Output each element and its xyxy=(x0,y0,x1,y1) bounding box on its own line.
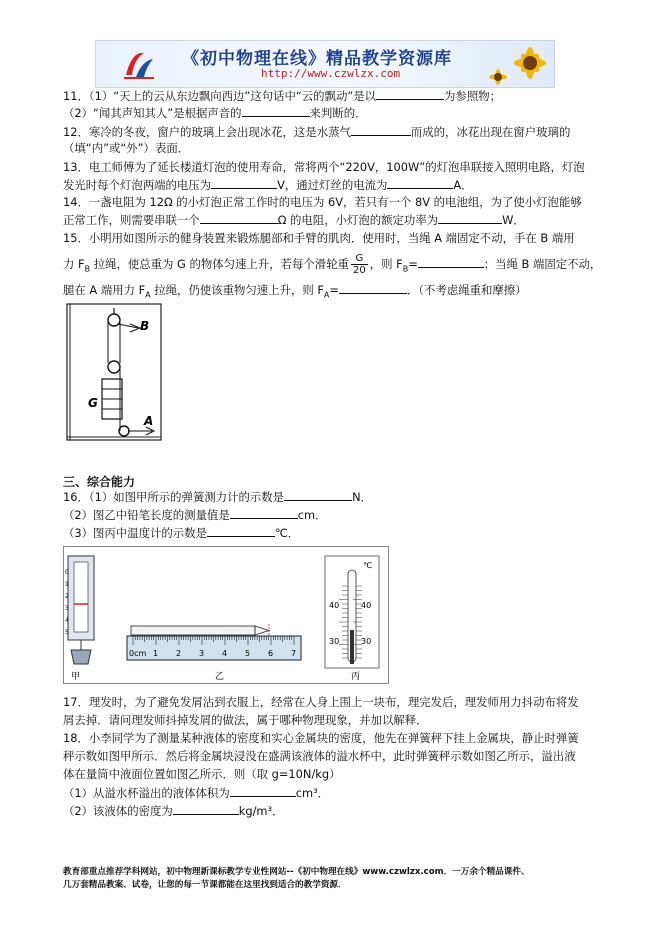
q14-line-2 xyxy=(63,212,525,228)
label-yi: 乙 xyxy=(215,672,225,682)
ruler-tick-label: 3 xyxy=(199,649,205,658)
q18-text: （1）从溢水杯溢出的液体体积为 xyxy=(63,786,230,800)
banner-title: 《初中物理在线》精品教学资源库 xyxy=(182,49,452,69)
banner-url[interactable]: http://www.czwlzx.com xyxy=(261,67,401,80)
scale-tick-label: 3 xyxy=(65,605,69,612)
scale-tick-label: 0 xyxy=(65,569,69,576)
answer-blank xyxy=(376,88,444,100)
q18-line-3: 体在量筒中液面位置如图乙所示．则（取 g=10N/kg） xyxy=(63,767,341,781)
q18-line-5 xyxy=(63,803,283,819)
subscript: A xyxy=(323,290,330,300)
answer-blank xyxy=(418,256,484,268)
q16-line-2 xyxy=(63,507,326,523)
answer-blank xyxy=(284,489,352,501)
answer-blank xyxy=(211,177,277,189)
answer-blank xyxy=(207,525,275,537)
answer-blank xyxy=(230,785,296,797)
q15-line-3 xyxy=(63,282,527,302)
q14-text: Ω 的电阻，小灯泡的额定功率为 xyxy=(277,213,439,227)
q13-line-2 xyxy=(63,177,473,193)
q13-text: 发光时每个灯泡两端的电压为 xyxy=(63,178,212,192)
scale-tick-label: 2 xyxy=(65,593,69,600)
label-jia: 甲 xyxy=(71,672,81,682)
q15-text: 力 F xyxy=(63,257,85,271)
footer-line-1: 教育部重点推荐学科网站，初中物理新课标教学专业性网站--《初中物理在线》www.czwlzx.com．一万余个精品课件、 xyxy=(63,867,530,877)
q18-line-4 xyxy=(63,785,329,801)
q12-line-1 xyxy=(63,124,570,140)
q17-line-2: 屑去掉．请问理发师抖掉发屑的做法，属于哪种物理现象，并加以解释． xyxy=(63,713,428,727)
scale-tick-label: 1 xyxy=(65,581,69,588)
footer-line-2: 几万套精品教案、试卷，让您的每一节课都能在这里找到适合的教学资源． xyxy=(63,880,347,890)
q11-line-2 xyxy=(63,105,367,121)
subscript: B xyxy=(402,264,409,274)
q15-text: ．（不考虑绳重和摩擦） xyxy=(406,283,527,297)
q16-text: ℃． xyxy=(274,526,300,540)
q11-text: 为参照物； xyxy=(444,89,501,103)
pulley-figure xyxy=(66,303,162,443)
label-b: B xyxy=(140,319,150,333)
q18-text: （2）该液体的密度为 xyxy=(63,804,173,818)
q13-text: V，通过灯丝的电流为 xyxy=(277,178,388,192)
fraction-numerator: G xyxy=(351,253,368,265)
ruler-tick-label: 2 xyxy=(176,649,182,658)
q15-text: = xyxy=(408,257,418,271)
header-banner xyxy=(95,40,555,88)
ruler-tick-label: 5 xyxy=(245,649,251,658)
q15-text: 拉绳，使总重为 G 的物体匀速上升，若每个滑轮重 xyxy=(90,257,349,271)
q18-line-1: 18．小李同学为了测量某种液体的密度和实心金属块的密度，他先在弹簧秤下挂上金属块，静止时弹簧 xyxy=(63,731,579,745)
q14-line-1: 14．一盏电阻为 12Ω 的小灯泡正常工作时的电压为 6V，若只有一个 8V 的电池组，为了使小灯泡能够 xyxy=(63,195,582,209)
answer-blank xyxy=(200,212,278,224)
ruler-tick-label: 1 xyxy=(153,649,159,658)
thermo-unit: ℃ xyxy=(363,561,372,570)
q16-text: 16．（1）如图甲所示的弹簧测力计的示数是 xyxy=(63,490,285,504)
ruler-tick-label: 0cm xyxy=(129,649,147,658)
label-a: A xyxy=(144,414,154,428)
q15-line-2 xyxy=(63,253,601,276)
q18-text: kg/m³． xyxy=(238,804,284,818)
thermo-tick-label: 40 xyxy=(361,601,372,610)
thermometer xyxy=(325,556,379,668)
q15-text: 腿在 A 端用力 F xyxy=(63,283,146,297)
q18-line-2: 秤示数如图甲所示．然后将金属块浸没在盛满该液体的溢水杯中，此时弹簧秤示数如图乙所示，溢出液 xyxy=(63,749,576,763)
q14-text: 正常工作，则需要串联一个 xyxy=(63,213,200,227)
answer-blank xyxy=(230,507,298,519)
ruler-tick-label: 6 xyxy=(268,649,274,658)
site-logo-icon xyxy=(122,47,156,81)
measurement-figure xyxy=(63,546,389,684)
thermo-tick-label: 30 xyxy=(361,637,372,646)
answer-blank xyxy=(351,124,411,136)
ruler xyxy=(127,636,301,660)
q11-text: 11．（1）“天上的云从东边飘向西边”这句话中“云的飘动”是以 xyxy=(63,89,377,103)
q16-line-3 xyxy=(63,525,299,541)
q15-text: = xyxy=(329,283,339,297)
q16-text: （3）图丙中温度计的示数是 xyxy=(63,526,207,540)
ruler-tick-label: 7 xyxy=(291,649,297,658)
scale-tick-label: 5 xyxy=(65,629,69,636)
q18-text: cm³． xyxy=(295,786,330,800)
thermo-tick-label: 40 xyxy=(329,601,340,610)
q15-text: ；当绳 B 端固定不动， xyxy=(483,257,602,271)
q17-line-1: 17．理发时，为了避免发屑沾到衣服上，经常在人身上围上一块布，理完发后，理发师用力抖动布将发 xyxy=(63,695,579,709)
subscript: B xyxy=(84,264,91,274)
answer-blank xyxy=(173,803,239,815)
q11-text: （2）“闻其声知其人”是根据声音的 xyxy=(63,106,242,120)
scale-tick-label: 4 xyxy=(65,617,69,624)
q12-text: 而成的，冰花出现在窗户玻璃的 xyxy=(410,125,571,139)
answer-blank xyxy=(387,177,453,189)
answer-blank xyxy=(242,105,310,117)
fraction xyxy=(351,253,368,276)
q16-line-1 xyxy=(63,489,372,505)
answer-blank xyxy=(438,212,502,224)
q13-line-1: 13．电工师傅为了延长楼道灯泡的使用寿命，常将两个“220V，100W”的灯泡串联接入照明电路，灯泡 xyxy=(63,160,585,174)
q13-text: A． xyxy=(453,178,473,192)
ruler-tick-label: 4 xyxy=(222,649,228,658)
q12-text: 12．寒冷的冬夜，窗户的玻璃上会出现冰花，这是水蒸气 xyxy=(63,125,351,139)
subscript: A xyxy=(145,290,151,300)
label-bing: 丙 xyxy=(351,672,361,682)
q16-text: cm． xyxy=(297,508,327,522)
thermo-tick-label: 30 xyxy=(329,637,340,646)
q16-text: （2）图乙中铅笔长度的测量值是 xyxy=(63,508,230,522)
sunflower-icon xyxy=(480,43,550,85)
q11-line-1 xyxy=(63,88,501,104)
section-title: 三、综合能力 xyxy=(63,475,136,489)
label-g: G xyxy=(88,396,98,410)
q15-text: ，则 F xyxy=(369,257,403,271)
answer-blank xyxy=(339,282,407,294)
q15-line-1: 15．小明用如图所示的健身装置来锻炼腿部和手臂的肌肉．使用时，当绳 A 端固定不动，手在 B 端用 xyxy=(63,231,575,245)
q12-line-2: （填“内”或“外”）表面． xyxy=(63,141,190,155)
q16-text: N． xyxy=(352,490,372,504)
q11-text: 来判断的． xyxy=(309,106,367,120)
q14-text: W． xyxy=(502,213,525,227)
q15-text: 拉绳，仍使该重物匀速上升，则 F xyxy=(150,283,324,297)
fraction-denominator: 20 xyxy=(352,265,366,276)
